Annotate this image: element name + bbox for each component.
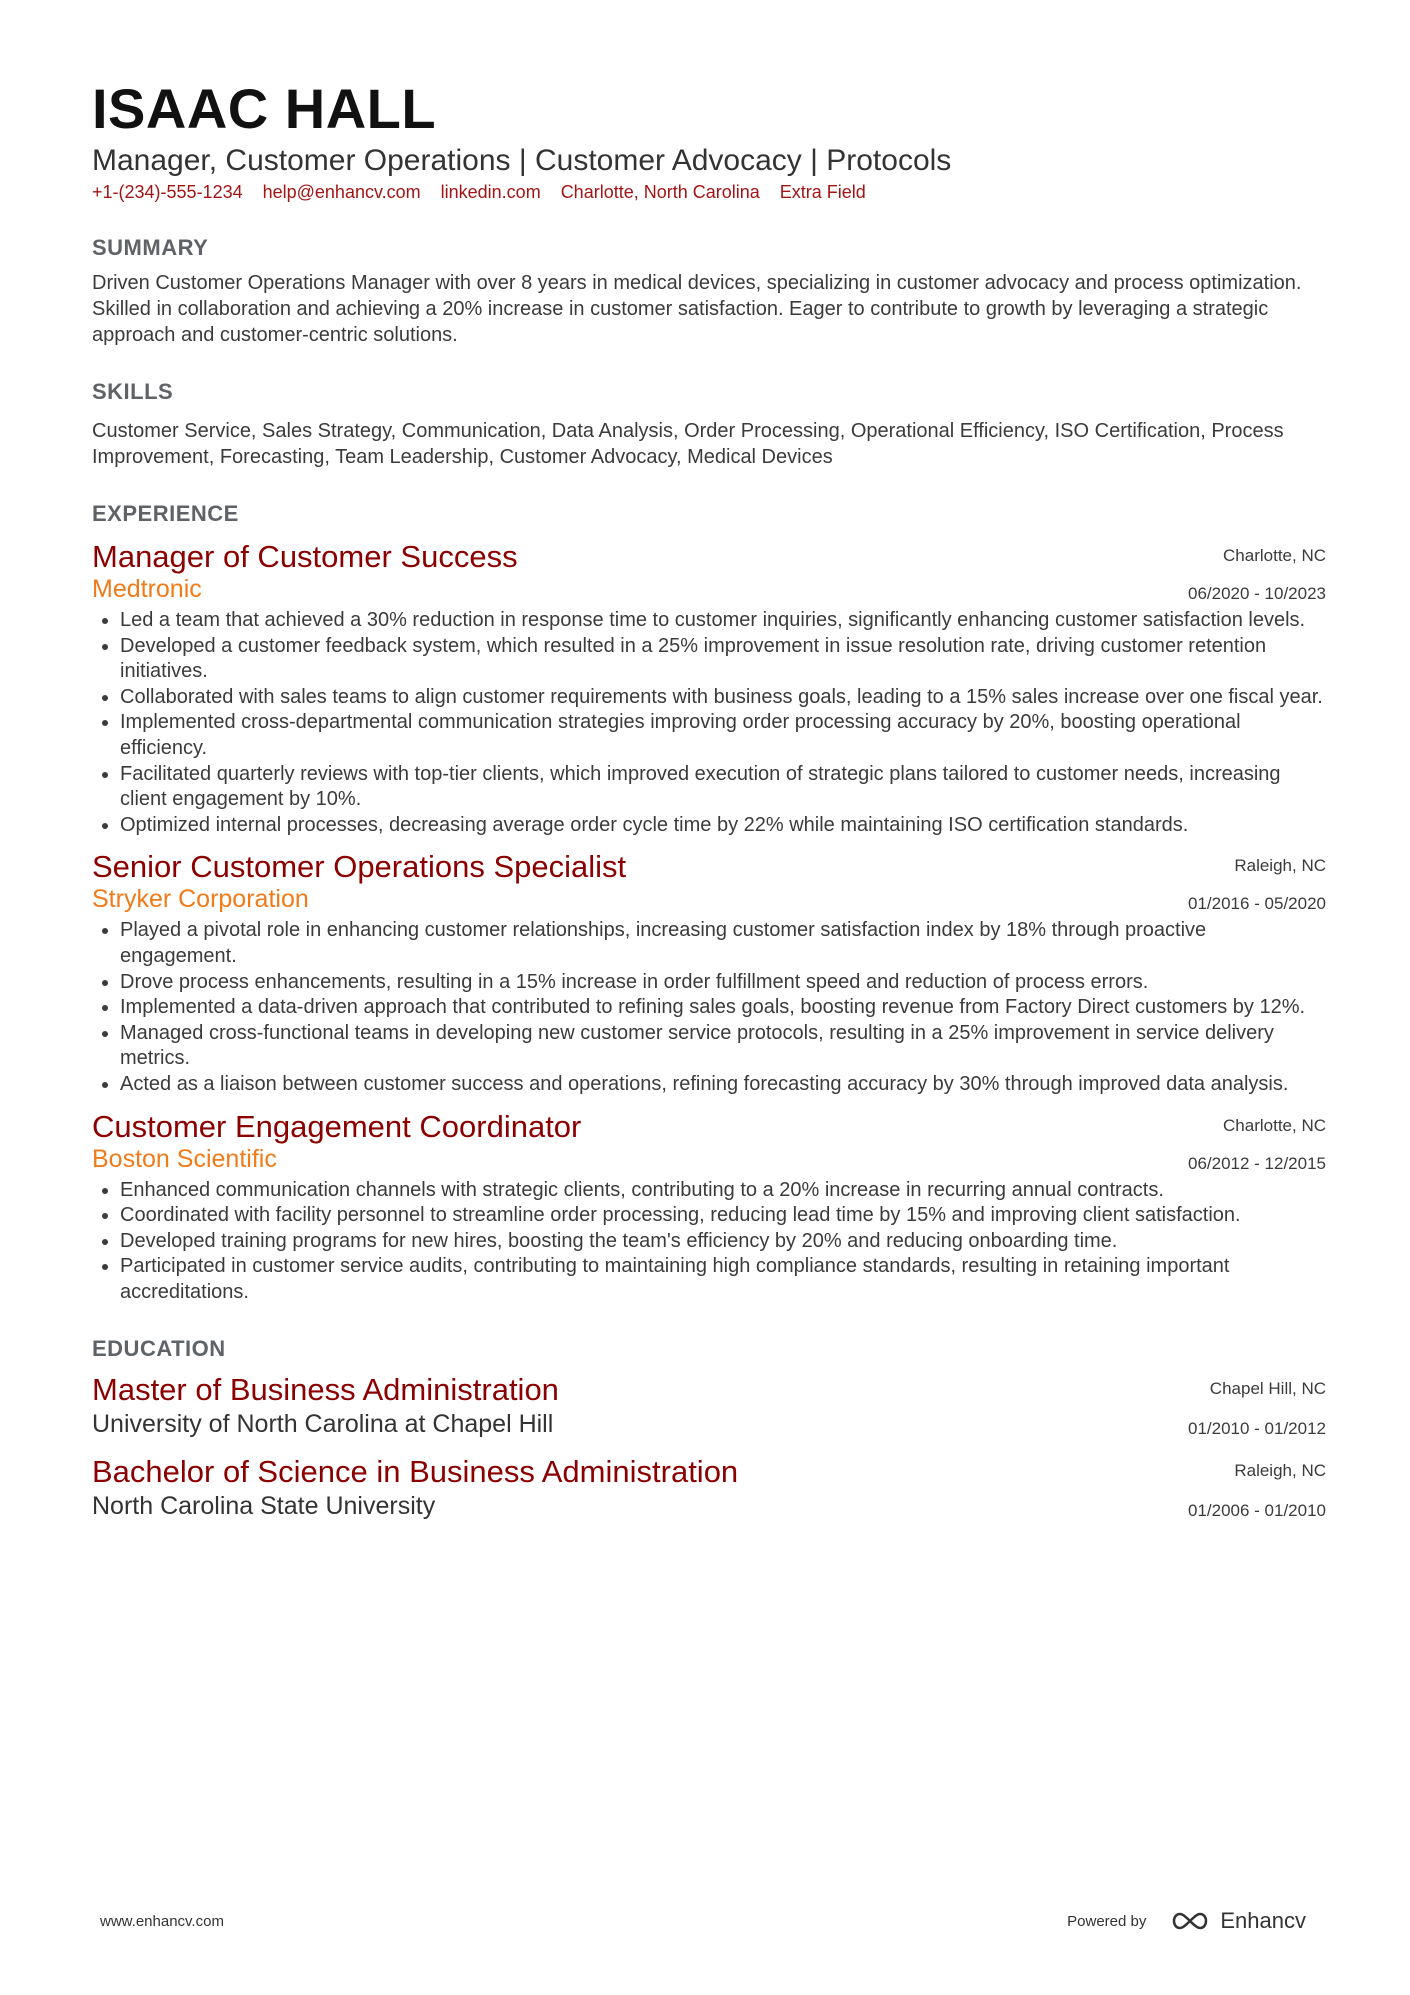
school-name: North Carolina State University xyxy=(92,1492,436,1521)
page-footer xyxy=(100,1908,1306,1934)
bullet-item: • Optimized internal processes, decreasing average order cycle time by 22% while maintaining ISO certification standards. xyxy=(120,813,1326,839)
education-location: Chapel Hill, NC xyxy=(1209,1379,1326,1399)
bullet-item: • Participated in customer service audits, contributing to maintaining high compliance standards, resulting in retaining important accreditations. xyxy=(120,1254,1326,1305)
resume-page xyxy=(92,78,1326,1521)
job-company: Stryker Corporation xyxy=(92,885,309,914)
bullet-item: • Drove process enhancements, resulting in a 15% increase in order fulfillment speed and reduction of process errors. xyxy=(120,970,1326,996)
job-dates: 06/2012 - 12/2015 xyxy=(1187,1153,1326,1173)
job-location: Raleigh, NC xyxy=(1234,856,1326,876)
bullet-item: • Developed training programs for new hires, boosting the team's efficiency by 20% and reducing onboarding time. xyxy=(120,1229,1326,1255)
bullet-item: • Collaborated with sales teams to align customer requirements with business goals, leading to a 15% sales increase over one fiscal year. xyxy=(120,685,1326,711)
footer-brand xyxy=(1067,1908,1306,1934)
bullet-item: • Coordinated with facility personnel to streamline order processing, reducing lead time by 15% and improving client satisfaction. xyxy=(120,1203,1326,1229)
degree-title: Master of Business Administration xyxy=(92,1372,559,1408)
job-entry xyxy=(92,1108,1326,1306)
job-bullets xyxy=(92,918,1326,1097)
contact-bar xyxy=(92,180,1326,204)
job-title: Manager of Customer Success xyxy=(92,539,518,574)
skills-text: Customer Service, Sales Strategy, Communication, Data Analysis, Order Processing, Operational Efficiency, ISO Certification, Process Improvement, Forecasting, Team Leadership, Customer Advocacy, Medical Devices xyxy=(92,420,1284,468)
infinity-logo-icon xyxy=(1168,1910,1212,1932)
contact-linkedin[interactable]: linkedin.com xyxy=(440,182,541,202)
job-title: Senior Customer Operations Specialist xyxy=(92,849,627,885)
bullet-item: • Implemented a data-driven approach that contributed to refining sales goals, boosting revenue from Factory Direct customers by 12%. xyxy=(120,995,1326,1021)
bullet-item: • Implemented cross-departmental communication strategies improving order processing accuracy by 20%, boosting operational efficiency. xyxy=(120,710,1326,761)
job-title: Customer Engagement Coordinator xyxy=(92,1108,582,1144)
bullet-item: • Played a pivotal role in enhancing customer relationships, increasing customer satisfaction index by 18% through proactive engagement. xyxy=(120,918,1326,969)
experience-heading: EXPERIENCE xyxy=(92,501,239,526)
degree-title: Bachelor of Science in Business Administration xyxy=(92,1454,739,1490)
skills-heading: SKILLS xyxy=(92,379,174,404)
job-bullets xyxy=(92,1178,1326,1306)
education-entry xyxy=(92,1371,1326,1439)
contact-extra: Extra Field xyxy=(779,182,866,202)
brand-name: Enhancv xyxy=(1220,1908,1306,1933)
school-name: University of North Carolina at Chapel Hill xyxy=(92,1410,554,1439)
job-dates: 01/2016 - 05/2020 xyxy=(1187,894,1326,914)
job-location: Charlotte, NC xyxy=(1223,1115,1326,1135)
job-company: Boston Scientific xyxy=(92,1144,277,1173)
education-location: Raleigh, NC xyxy=(1234,1461,1326,1481)
summary-text: Driven Customer Operations Manager with over 8 years in medical devices, specializing in customer advocacy and process optimization. Skilled in collaboration and achieving a 20% increase in customer satisfaction. Eager to contribute to growth by leveraging a strategic approach and customer-centric solutions. xyxy=(92,272,1302,346)
bullet-item: • Facilitated quarterly reviews with top-tier clients, which improved execution of strategic plans tailored to customer needs, increasing client engagement by 10%. xyxy=(120,762,1326,813)
powered-by-label: Powered by xyxy=(1067,1912,1147,1930)
job-bullets xyxy=(92,608,1326,838)
job-entry xyxy=(92,538,1326,838)
education-dates: 01/2010 - 01/2012 xyxy=(1187,1419,1326,1439)
job-company: Medtronic xyxy=(92,575,202,603)
summary-heading: SUMMARY xyxy=(92,235,209,260)
education-heading: EDUCATION xyxy=(92,1336,226,1362)
bullet-item: • Developed a customer feedback system, which resulted in a 25% improvement in issue resolution rate, driving customer retention initiatives. xyxy=(120,634,1326,685)
education-entry xyxy=(92,1453,1326,1521)
contact-phone[interactable]: +1-(234)-555-1234 xyxy=(92,182,243,202)
bullet-item: • Enhanced communication channels with strategic clients, contributing to a 20% increase in recurring annual contracts. xyxy=(120,1178,1326,1204)
bullet-item: • Managed cross-functional teams in developing new customer service protocols, resulting in a 25% improvement in service delivery metrics. xyxy=(120,1021,1326,1072)
job-entry xyxy=(92,848,1326,1097)
bullet-item: • Led a team that achieved a 30% reduction in response time to customer inquiries, significantly enhancing customer satisfaction levels. xyxy=(120,608,1326,634)
contact-email[interactable]: help@enhancv.com xyxy=(262,182,421,202)
bullet-item: • Acted as a liaison between customer success and operations, refining forecasting accuracy by 30% through improved data analysis. xyxy=(120,1072,1326,1098)
candidate-name: ISAAC HALL xyxy=(92,77,437,140)
brand-logo[interactable] xyxy=(1168,1908,1306,1934)
education-dates: 01/2006 - 01/2010 xyxy=(1187,1501,1326,1521)
candidate-title: Manager, Customer Operations | Customer Advocacy | Protocols xyxy=(92,144,952,177)
job-dates: 06/2020 - 10/2023 xyxy=(1187,584,1326,603)
contact-location: Charlotte, North Carolina xyxy=(560,182,760,202)
footer-website-link[interactable]: www.enhancv.com xyxy=(100,1912,224,1930)
job-location: Charlotte, NC xyxy=(1223,546,1326,565)
